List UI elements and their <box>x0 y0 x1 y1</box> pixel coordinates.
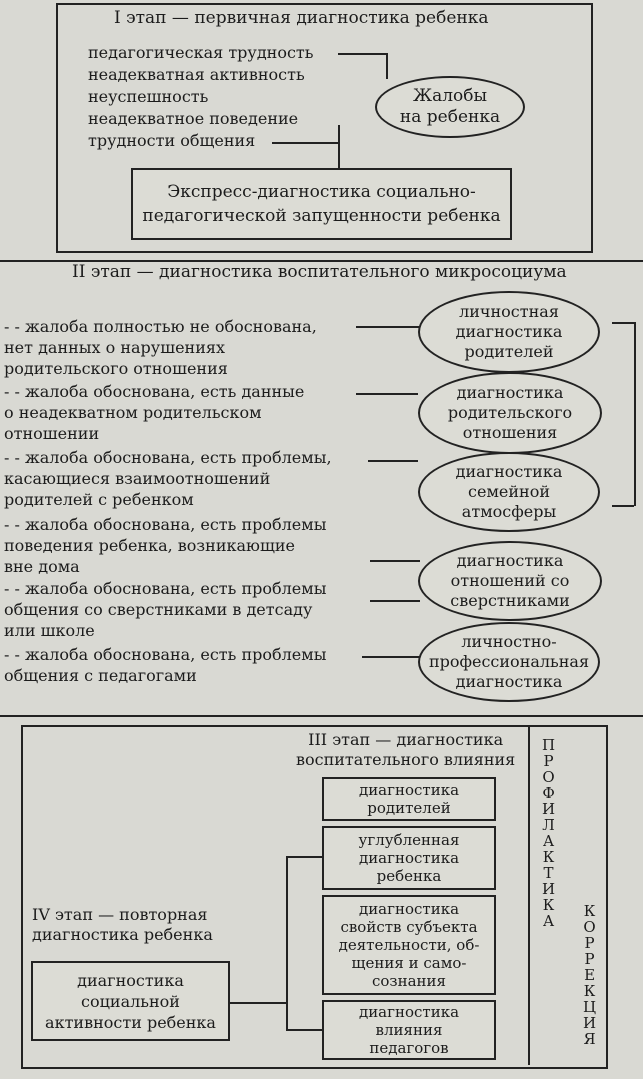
stage4-title: IV этап — повторная диагностика ребенка <box>32 905 213 944</box>
deep-child-diag-box: углубленная диагностика ребенка <box>322 826 496 890</box>
stage2-item: - - жалоба полностью не обоснована, нет данных о нарушениях родительского отношения <box>4 317 317 378</box>
connector-line <box>272 142 338 144</box>
personal-parents-oval: личностная диагностика родителей <box>418 291 600 373</box>
connector-line <box>286 856 288 1029</box>
divider-line <box>528 727 530 1065</box>
teacher-influence-box: диагностика влияния педагогов <box>322 1000 496 1060</box>
stage1-complaints <box>88 42 314 152</box>
stage1-title: I этап — первичная диагностика ребенка <box>114 8 489 28</box>
complaint-item: трудности общения <box>88 131 256 150</box>
complaint-item: педагогическая трудность <box>88 43 314 62</box>
complaint-item: неуспешность <box>88 87 209 106</box>
stage2-title: II этап — диагностика воспитательного микросоциума <box>72 262 567 282</box>
stage2-item: - - жалоба обоснована, есть проблемы поведения ребенка, возникающие вне дома <box>4 515 327 576</box>
parent-attitude-oval: диагностика родительского отношения <box>418 372 602 454</box>
stage2-item: - - жалоба обоснована, есть проблемы общения с педагогами <box>4 645 327 685</box>
complaints-oval: Жалобы на ребенка <box>375 76 525 138</box>
stage2-item: - - жалоба обоснована, есть данные о неадекватном родительском отношении <box>4 382 305 443</box>
correction-vertical-label: К О Р Р Е К Ц И Я <box>583 902 597 1048</box>
connector-line <box>338 53 386 55</box>
express-diagnostics-box: Экспресс-диагностика социально- педагогической запущенности ребенка <box>131 168 512 240</box>
stage2-item: - - жалоба обоснована, есть проблемы, касающиеся взаимоотношений родителей с ребенком <box>4 448 332 509</box>
family-atmosphere-oval: диагностика семейной атмосферы <box>418 452 600 532</box>
connector-line <box>356 393 418 395</box>
bracket-line <box>634 322 636 506</box>
professional-diagnostics-oval: личностно- профессиональная диагностика <box>418 622 600 702</box>
connector-line <box>286 856 322 858</box>
connector-line <box>356 326 420 328</box>
complaint-item: неадекватная активность <box>88 65 305 84</box>
stage3-title: III этап — диагностика воспитательного влияния <box>296 730 516 769</box>
complaint-item: неадекватное поведение <box>88 109 299 128</box>
connector-line <box>386 53 388 79</box>
connector-line <box>368 460 418 462</box>
connector-line <box>370 560 420 562</box>
peer-relations-oval: диагностика отношений со сверстниками <box>418 541 602 621</box>
connector-line <box>370 600 420 602</box>
connector-line <box>338 125 340 142</box>
connector-line <box>362 656 420 658</box>
diag-parents-box: диагностика родителей <box>322 777 496 821</box>
stage2-item: - - жалоба обоснована, есть проблемы общения со сверстниками в детсаду или школе <box>4 579 327 640</box>
connector-line <box>338 142 340 168</box>
social-activity-box: диагностика социальной активности ребенка <box>31 961 230 1041</box>
subject-properties-box: диагностика свойств субъекта деятельности, об- щения и само- сознания <box>322 895 496 995</box>
connector-line <box>286 1029 322 1031</box>
prevention-vertical-label: П Р О Ф И Л А К Т И К А <box>542 736 556 930</box>
separator-line <box>0 715 643 717</box>
bracket-line <box>612 322 634 324</box>
bracket-line <box>612 505 634 507</box>
connector-line <box>230 1002 286 1004</box>
